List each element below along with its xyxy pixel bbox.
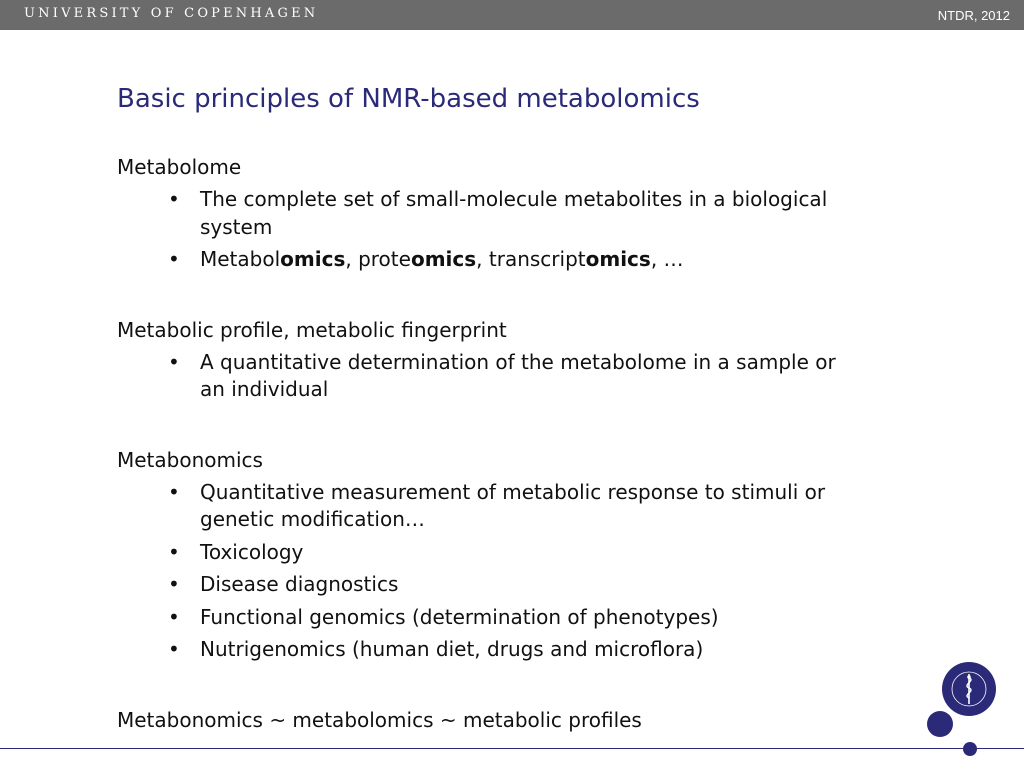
bullet-dot-icon: • [168, 539, 180, 564]
bullet-item: • Quantitative measurement of metabolic response to stimuli or genetic modification… [168, 479, 826, 531]
section-heading-metabonomics: Metabonomics [117, 447, 263, 472]
bullet-dot-icon: • [168, 187, 180, 211]
bullet-item: • Disease diagnostics [117, 571, 837, 599]
bullet-dot-icon: • [168, 247, 180, 271]
bullet-dot-icon: • [168, 604, 180, 629]
event-label: NTDR, 2012 [937, 8, 1010, 23]
bullet-item-omics: • Metabolomics, proteomics, transcriptomics, … [117, 246, 837, 274]
university-name: UNIVERSITY OF COPENHAGEN [24, 6, 319, 21]
slide-content [117, 153, 837, 734]
bullet-dot-icon: • [168, 572, 180, 596]
header-bar [0, 0, 1024, 30]
bullet-item: • A quantitative determination of the metabolome in a sample or an individual [168, 349, 836, 401]
slide-title: Basic principles of NMR-based metabolomics [117, 84, 700, 114]
bullet-dot-icon: • [168, 479, 180, 504]
bullet-list-profile [117, 349, 837, 404]
bullet-list-metabonomics [117, 479, 837, 664]
bullet-item: • Nutrigenomics (human diet, drugs and microflora) [117, 636, 837, 664]
faculty-seal-icon [940, 660, 998, 718]
bullet-item: • Toxicology [117, 539, 837, 567]
bullet-item: • Functional genomics (determination of phenotypes) [117, 604, 837, 632]
bullet-dot-icon: • [168, 637, 180, 661]
decor-circle-large [927, 711, 953, 737]
section-heading-metabolome: Metabolome [117, 155, 242, 179]
closing-statement: Metabonomics ~ metabolomics ~ metabolic profiles [117, 707, 642, 732]
decor-circle-small [963, 742, 977, 756]
bullet-item: • The complete set of small-molecule metabolites in a biological system [168, 187, 828, 239]
bullet-list-metabolome [117, 186, 837, 274]
section-heading-profile: Metabolic profile, metabolic fingerprint [117, 317, 507, 342]
footer-line [0, 748, 1024, 749]
bullet-dot-icon: • [168, 349, 180, 374]
